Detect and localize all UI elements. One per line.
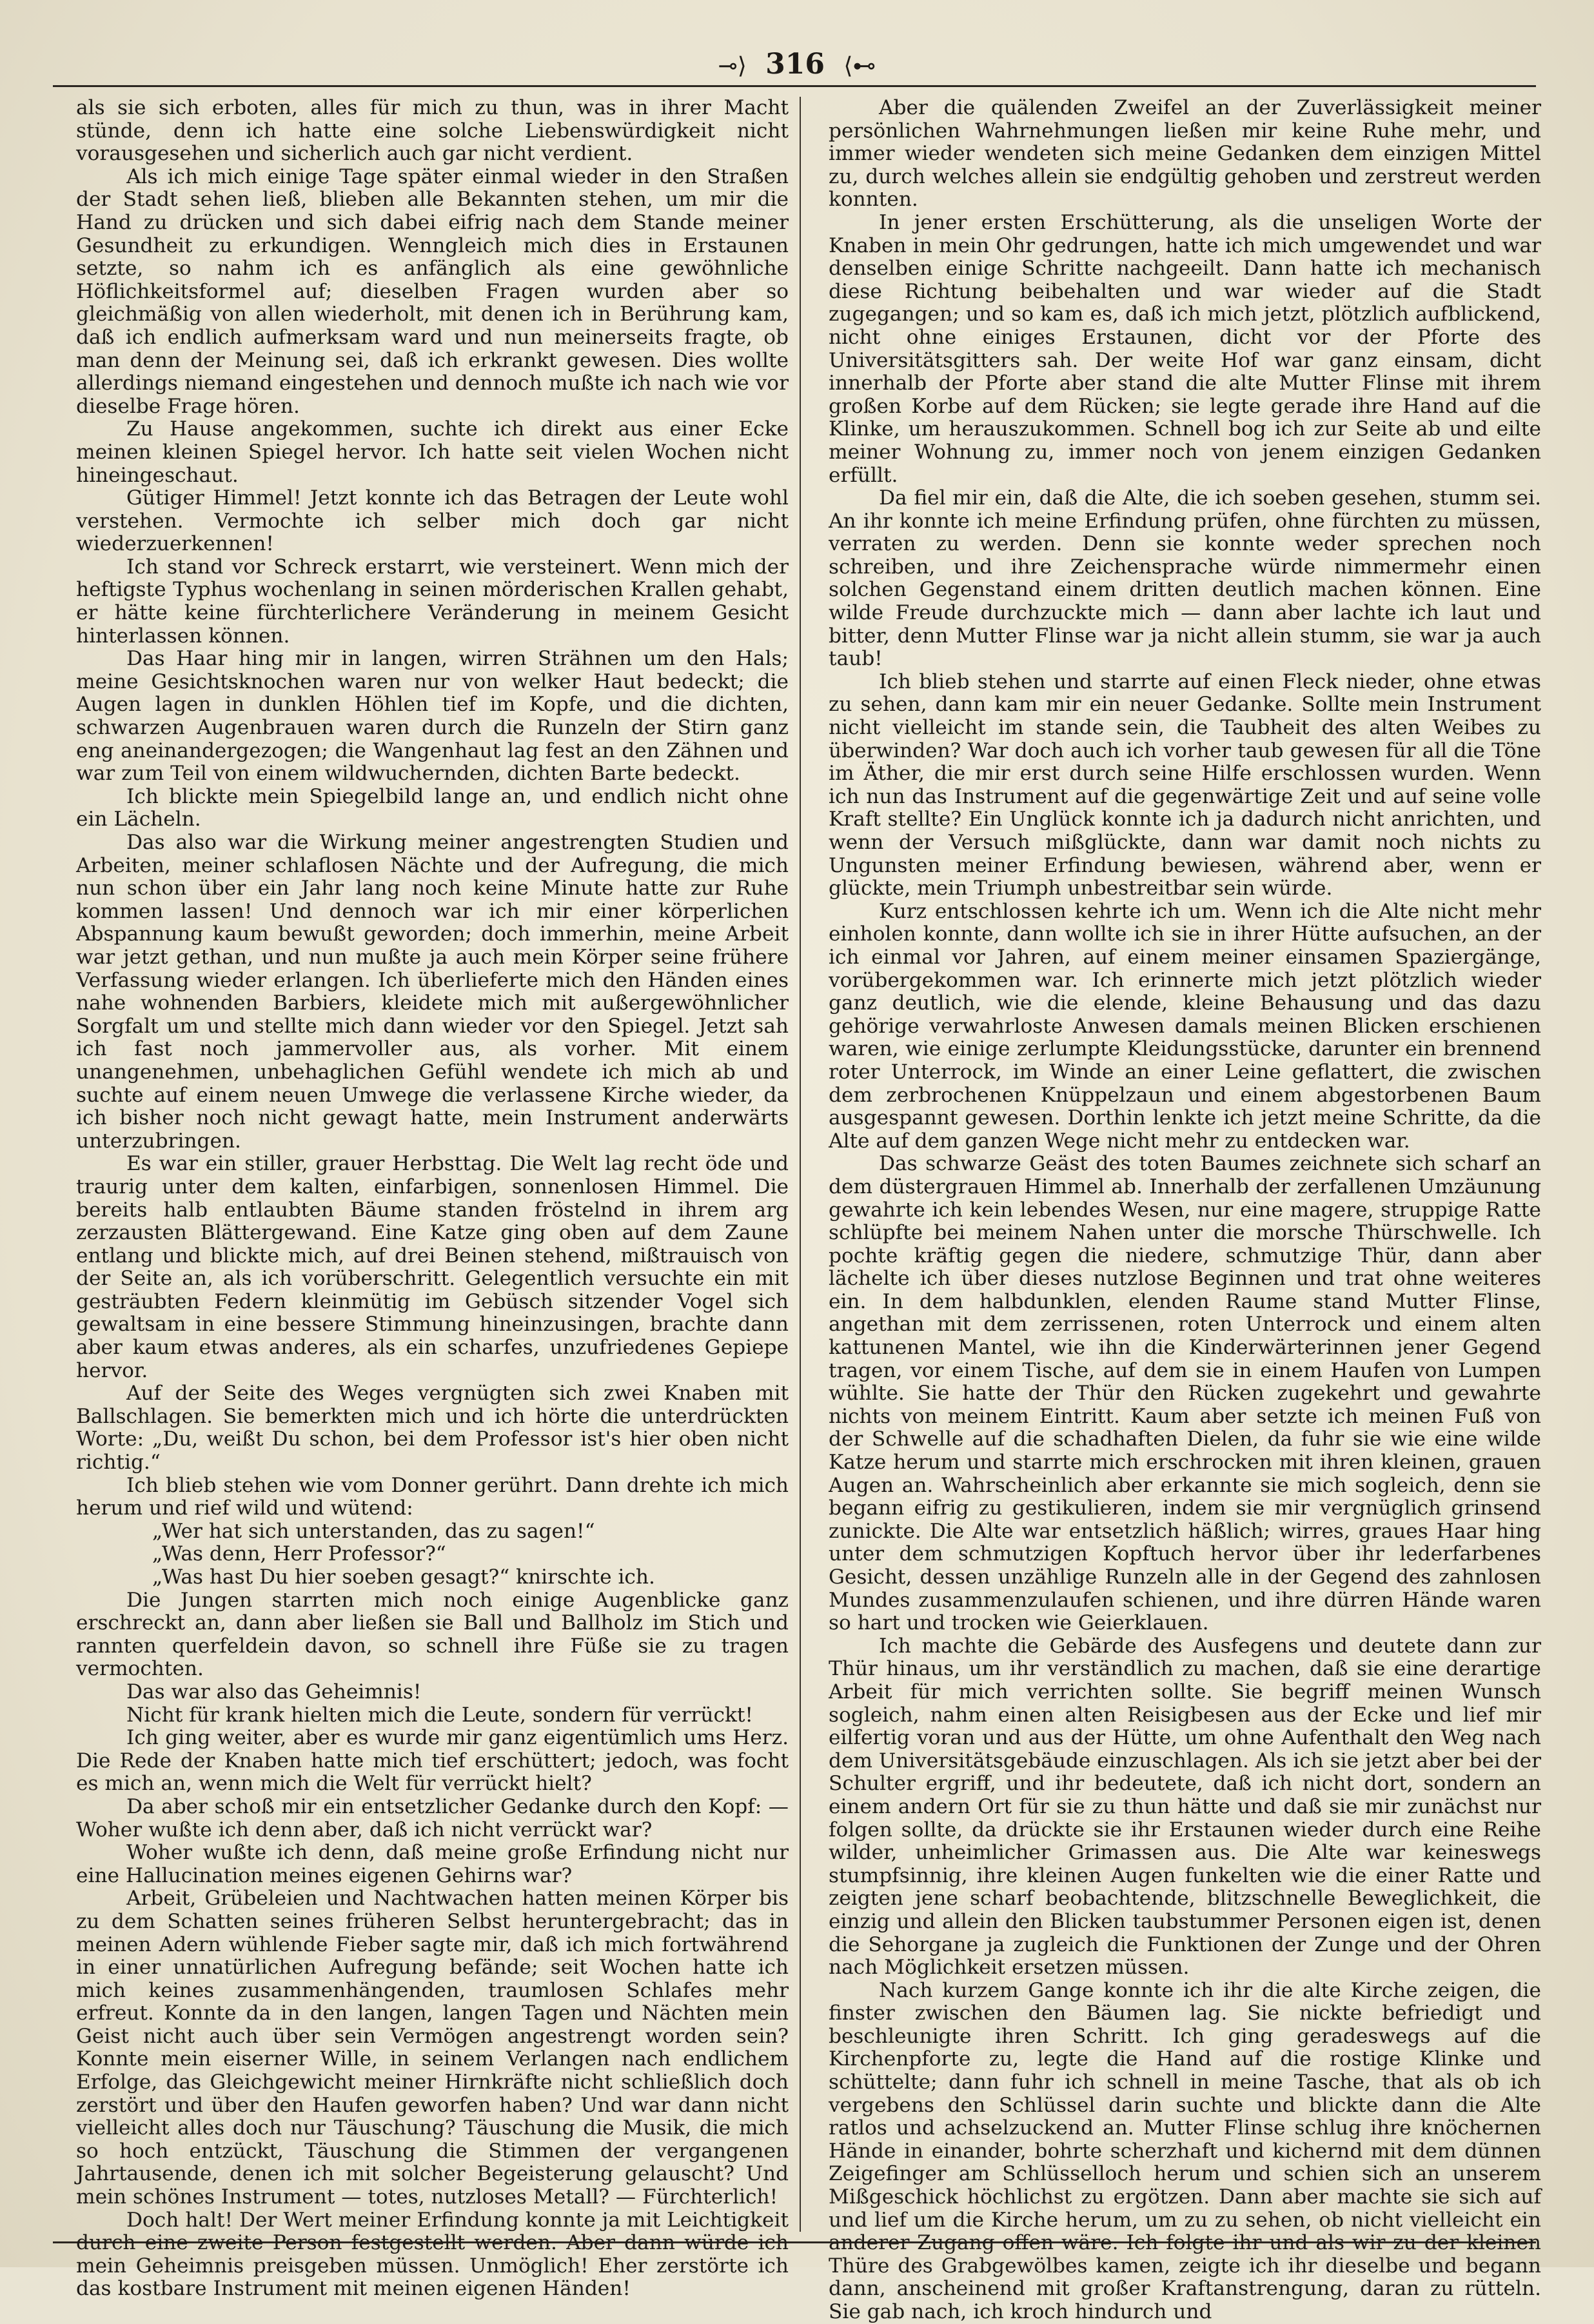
paragraph: Zu Hause angekommen, suchte ich direkt aus einer Ecke meinen kleinen Spiegel hervor. Ich hatte seit vielen Wochen nicht hineingeschaut.: [76, 417, 789, 487]
paragraph: „Was hast Du hier soeben gesagt?“ knirschte ich.: [152, 1565, 655, 1589]
paragraph: Da fiel mir ein, daß die Alte, die ich soeben gesehen, stumm sei. An ihr konnte ich meine Erfindung prüfen, ohne fürchten zu müssen, verraten zu werden. Denn sie konnte weder sprechen noch schreiben, und ihre Zeichensprache würde nimmermehr einen solchen Gegenstand einem dritten deutlich machen können. Eine wilde Freude durchzuckte mich — dann aber lachte ich laut und bitter, denn Mutter Flinse war ja nicht allein stumm, sie war ja auch taub!: [829, 486, 1541, 671]
paragraph: Ich blieb stehen wie vom Donner gerührt. Dann drehte ich mich herum und rief wild und wütend:: [76, 1473, 789, 1520]
paragraph: Gütiger Himmel! Jetzt konnte ich das Betragen der Leute wohl verstehen. Vermochte ich selber mich doch gar nicht wiederzuerkennen!: [76, 486, 789, 556]
paragraph: Es war ein stiller, grauer Herbsttag. Die Welt lag recht öde und traurig unter dem kalten, einfarbigen, sonnenlosen Himmel. Die bereits halb entlaubten Bäume standen fröstelnd in ihrem arg zerzausten Blättergewand. Eine Katze ging oben auf dem Zaune entlang und blickte mich, auf drei Beinen stehend, mißtrauisch von der Seite an, als ich vorüberschritt. Gelegentlich versuchte ein mit gesträubten Federn kleinmütig im Gebüsch sitzender Vogel sich gewaltsam in eine bessere Stimmung hineinzusingen, brachte dann aber kaum etwas anderes, als ein scharfes, unzufriedenes Gepiepe hervor.: [76, 1152, 789, 1382]
paragraph: als sie sich erboten, alles für mich zu thun, was in ihrer Macht stünde, denn ich hatte eine solche Liebenswürdigkeit nicht vorausgesehen und sicherlich auch gar nicht verdient.: [76, 96, 789, 166]
paragraph: Ich ging weiter, aber es wurde mir ganz eigentümlich ums Herz. Die Rede der Knaben hatte mich tief erschüttert; jedoch, was focht es mich an, wenn mich die Welt für verrückt hielt?: [76, 1726, 789, 1796]
paragraph: Das also war die Wirkung meiner angestrengten Studien und Arbeiten, meiner schlaflosen Nächte und der Aufregung, die mich nun schon über ein Jahr lang noch keine Minute hatte zur Ruhe kommen lassen! Und dennoch war ich mir einer körperlichen Abspannung kaum bewußt geworden; doch immerhin, meine Arbeit war jetzt gethan, und nun mußte ja auch mein Körper seine frühere Verfassung wieder erlangen. Ich überlieferte mich den Händen eines nahe wohnenden Barbiers, kleidete mich mit außergewöhnlicher Sorgfalt um und stellte mich dann wieder vor den Spiegel. Jetzt sah ich fast noch jammervoller aus, als vorher. Mit einem unangenehmen, unbehaglichen Gefühl wendete ich mich ab und suchte auf einem neuen Umwege die verlassene Kirche wieder, da ich bisher noch nicht gewagt hatte, mein Instrument anderwärts unterzubringen.: [76, 831, 789, 1153]
right-ornament: ⟨⊷: [843, 53, 876, 79]
paragraph: Ich machte die Gebärde des Ausfegens und deutete dann zur Thür hinaus, um ihr verständlich zu machen, daß sie eine derartige Arbeit für mich verrichten sollte. Sie begriff meinen Wunsch sogleich, nahm einen alten Reisigbesen aus der Ecke und lief mir eilfertig voran und aus der Hütte, um ohne Aufenthalt den Weg nach dem Universitätsgebäude einzuschlagen. Als ich sie jetzt aber bei der Schulter ergriff, und ihr bedeutete, daß ich nicht dort, sondern an einem andern Ort für sie zu thun hätte und daß sie mir zunächst nur folgen sollte, da drückte sie ihr Erstaunen wieder durch eine Reihe wilder, unheimlicher Grimassen aus. Die Alte war keineswegs stumpfsinnig, ihre kleinen Augen funkelten wie die einer Ratte und zeigten jene scharf beobachtende, blitzschnelle Beweglichkeit, die einzig und allein den Blicken taubstummer Personen eigen ist, denen die Sehorgane ja zugleich die Funktionen der Zunge und der Ohren nach Möglichkeit ersetzen müssen.: [829, 1634, 1541, 1980]
left-ornament: ⊸⟩: [718, 53, 747, 79]
paragraph: Doch halt! Der Wert meiner Erfindung konnte ja mit Leichtigkeit durch eine zweite Person festgestellt werden. Aber dann würde ich mein Geheimnis preisgeben müssen. Unmöglich! Eher zerstörte ich das kostbare Instrument mit meinen eigenen Händen!: [76, 2208, 789, 2301]
paragraph: Das schwarze Geäst des toten Baumes zeichnete sich scharf an dem düstergrauen Himmel ab. Innerhalb der zerfallenen Umzäunung gewahrte ich kein lebendes Wesen, nur eine magere, struppige Ratte schlüpfte bei meinem Nahen unter die morsche Thürschwelle. Ich pochte kräftig gegen die niedere, schmutzige Thür, dann aber lächelte ich über dieses nutzlose Beginnen und trat ohne weiteres ein. In dem halbdunklen, elenden Raume stand Mutter Flinse, angethan mit dem zerrissenen, roten Unterrock und einem alten kattunenen Mantel, wie ihn die Kinderwärterinnen jener Gegend tragen, vor einem Tische, auf dem sie in einem Haufen von Lumpen wühlte. Sie hatte der Thür den Rücken zugekehrt und gewahrte nichts von meinem Eintritt. Kaum aber setzte ich meinen Fuß von der Schwelle auf die schadhaften Dielen, da fuhr sie wie eine wilde Katze herum und starrte mich erschrocken mit ihren kleinen, grauen Augen an. Wahrscheinlich aber erkannte sie mich sogleich, denn sie begann eifrig zu gestikulieren, indem sie mir vergnüglich grinsend zunickte. Die Alte war entsetzlich häßlich; wirres, graues Haar hing unter dem schmutzigen Kopftuch hervor über ihr lederfarbenes Gesicht, dessen unzählige Runzeln alle in der Gegend des zahnlosen Mundes zusammenzulaufen schienen, und ihre dürren Hände waren so hart und trocken wie Geierklauen.: [829, 1152, 1541, 1635]
paragraph: „Was denn, Herr Professor?“: [152, 1542, 446, 1566]
paragraph: Das Haar hing mir in langen, wirren Strähnen um den Hals; meine Gesichtsknochen waren nur von welker Haut bedeckt; die Augen lagen in dunklen Höhlen tief im Kopfe, und die dichten, schwarzen Augenbrauen waren durch die Runzeln der Stirn ganz eng aneinandergezogen; die Wangenhaut lag fest an den Zähnen und war zum Teil von einem wildwuchernden, dichten Barte bedeckt.: [76, 647, 789, 786]
paragraph: Nach kurzem Gange konnte ich ihr die alte Kirche zeigen, die finster zwischen den Bäumen lag. Sie nickte befriedigt und beschleunigte ihren Schritt. Ich ging geradeswegs auf die Kirchenpforte zu, legte die Hand auf die rostige Klinke und schüttelte; dann fuhr ich schnell in meine Tasche, that als ob ich vergebens den Schlüssel darin suchte und blickte dann die Alte ratlos und achselzuckend an. Mutter Flinse schlug ihre knöchernen Hände in einander, bohrte scherzhaft und kichernd mit dem dünnen Zeigefinger am Schlüsselloch herum und schien sich an unserem Mißgeschick höchlichst zu ergötzen. Dann aber machte sie sich auf und lief um die Kirche herum, um zu zu sehen, ob nicht vielleicht ein anderer Zugang offen wäre. Ich folgte ihr und als wir zu der kleinen Thüre des Grabgewölbes kamen, zeigte ich ihr dieselbe und begann dann, anscheinend mit großer Kraftanstrengung, daran zu rütteln. Sie gab nach, ich kroch hindurch und: [829, 1978, 1541, 2323]
paragraph: Aber die quälenden Zweifel an der Zuverlässigkeit meiner persönlichen Wahrnehmungen ließen mir keine Ruhe mehr, und immer wieder wendeten sich meine Gedanken dem einzigen Mittel zu, durch welches allein sie endgültig gehoben und zerstreut werden konnten.: [829, 96, 1541, 212]
paragraph: Als ich mich einige Tage später einmal wieder in den Straßen der Stadt sehen ließ, blieben alle Bekannten stehen, um mir die Hand zu drücken und sich dabei eifrig nach dem Stande meiner Gesundheit zu erkundigen. Wenngleich mich dies in Erstaunen setzte, so nahm ich es anfänglich als eine gewöhnliche Höflichkeitsformel auf; dieselben Fragen wurden aber so gleichmäßig von allen wiederholt, mit denen ich in Berührung kam, daß ich endlich aufmerksam ward und nun meinerseits fragte, ob man denn der Meinung sei, daß ich erkrankt gewesen. Dies wollte allerdings niemand eingestehen und dennoch mußte ich nach wie vor dieselbe Frage hören.: [76, 164, 789, 418]
paragraph: Ich blickte mein Spiegelbild lange an, und endlich nicht ohne ein Lächeln.: [76, 784, 789, 831]
paragraph: Ich blieb stehen und starrte auf einen Fleck nieder, ohne etwas zu sehen, dann kam mir ein neuer Gedanke. Sollte mein Instrument nicht vielleicht im stande sein, die Taubheit des alten Weibes zu überwinden? War doch auch ich vorher taub gewesen für all die Töne im Äther, die mir erst durch seine Hilfe erschlossen wurden. Wenn ich nun das Instrument auf die gegenwärtige Zeit und auf seine volle Kraft stellte? Ein Unglück konnte ich ja dadurch nicht anrichten, und wenn der Versuch mißglückte, dann war damit noch nichts zu Ungunsten meiner Erfindung bewiesen, während aber, wenn er glückte, mein Triumph unbestreitbar sein würde.: [829, 670, 1541, 900]
column-divider: [800, 97, 801, 2232]
paragraph: „Wer hat sich unterstanden, das zu sagen!“: [152, 1519, 595, 1543]
paragraph: Die Jungen starrten mich noch einige Augenblicke ganz erschreckt an, dann aber ließen sie Ball und Ballholz im Stich und rannten querfeldein davon, so schnell ihre Füße sie zu tragen vermochten.: [76, 1588, 789, 1681]
paragraph: Nicht für krank hielten mich die Leute, sondern für verrückt!: [126, 1703, 753, 1727]
paragraph: Arbeit, Grübeleien und Nachtwachen hatten meinen Körper bis zu dem Schatten seines früheren Selbst heruntergebracht; das in meinen Adern wühlende Fieber sagte mir, daß ich mich fortwährend in einer unnatürlichen Aufregung befände; seit Wochen hatte ich mich keines zusammenhängenden, traumlosen Schlafes mehr erfreut. Konnte da in den langen, langen Tagen und Nächten mein Geist nicht auch über sein Vermögen angestrengt worden sein? Konnte mein eiserner Wille, in seinem Verlangen nach endlichem Erfolge, das Gleichgewicht meiner Hirnkräfte nicht schließlich doch zerstört und über den Haufen geworfen haben? Und war dann nicht vielleicht alles doch nur Täuschung? Täuschung die Musik, die mich so hoch entzückt, Täuschung die Stimmen der vergangenen Jahrtausende, denen ich mit solcher Begeisterung gelauscht? Und mein schönes Instrument — totes, nutzloses Metall? — Fürchterlich!: [76, 1887, 789, 2209]
paragraph: Das war also das Geheimnis!: [126, 1680, 422, 1703]
paragraph: Auf der Seite des Weges vergnügten sich zwei Knaben mit Ballschlagen. Sie bemerkten mich und ich hörte die unterdrückten Worte: „Du, weißt Du schon, bei dem Professor ist's hier oben nicht richtig.“: [76, 1382, 789, 1475]
paragraph: In jener ersten Erschütterung, als die unseligen Worte der Knaben in mein Ohr gedrungen, hatte ich mich umgewendet und war denselben einige Schritte nachgeeilt. Dann hatte ich mechanisch diese Richtung beibehalten und war wieder auf die Stadt zugegangen; und so kam es, daß ich mich jetzt, plötzlich aufblickend, nicht ohne einiges Erstaunen, dicht vor der Pforte des Universitätsgitters sah. Der weite Hof war ganz einsam, dicht innerhalb der Pforte aber stand die alte Mutter Flinse mit ihrem großen Korbe auf dem Rücken; sie legte gerade ihre Hand auf die Klinke, um herauszukommen. Schnell bog ich zur Seite ab und eilte meiner Wohnung zu, immer noch von jenem einzigen Gedanken erfüllt.: [829, 210, 1541, 487]
page-header: [0, 45, 1594, 84]
paragraph: Ich stand vor Schreck erstarrt, wie versteinert. Wenn mich der heftigste Typhus wochenlang in seinen mörderischen Krallen gehabt, er hätte keine fürchterlichere Veränderung in meinem Gesicht hinterlassen können.: [76, 555, 789, 648]
paragraph: Woher wußte ich denn, daß meine große Erfindung nicht nur eine Hallucination meines eigenen Gehirns war?: [76, 1841, 789, 1887]
right-column: [829, 96, 1541, 2323]
left-column: [76, 96, 789, 2301]
paragraph: Da aber schoß mir ein entsetzlicher Gedanke durch den Kopf: — Woher wußte ich denn aber, daß ich nicht verrückt war?: [76, 1794, 789, 1842]
page-number: 316: [765, 48, 825, 81]
paragraph: Kurz entschlossen kehrte ich um. Wenn ich die Alte nicht mehr einholen konnte, dann wollte ich sie in ihrer Hütte aufsuchen, an der ich einmal vor Jahren, auf einem meiner einsamen Spaziergänge, vorübergekommen war. Ich erinnerte mich jetzt plötzlich wieder ganz deutlich, wie die elende, kleine Behausung und das dazu gehörige verwahrloste Anwesen damals meinen Blicken erschienen waren, wie einige zerlumpte Kleidungsstücke, darunter ein brennend roter Unterrock, im Winde an einer Leine geflattert, die zwischen dem zerbrochenen Knüppelzaun und einem abgestorbenen Baum ausgespannt gewesen. Dorthin lenkte ich jetzt meine Schritte, da die Alte auf dem ganzen Wege nicht mehr zu entdecken war.: [829, 899, 1541, 1153]
